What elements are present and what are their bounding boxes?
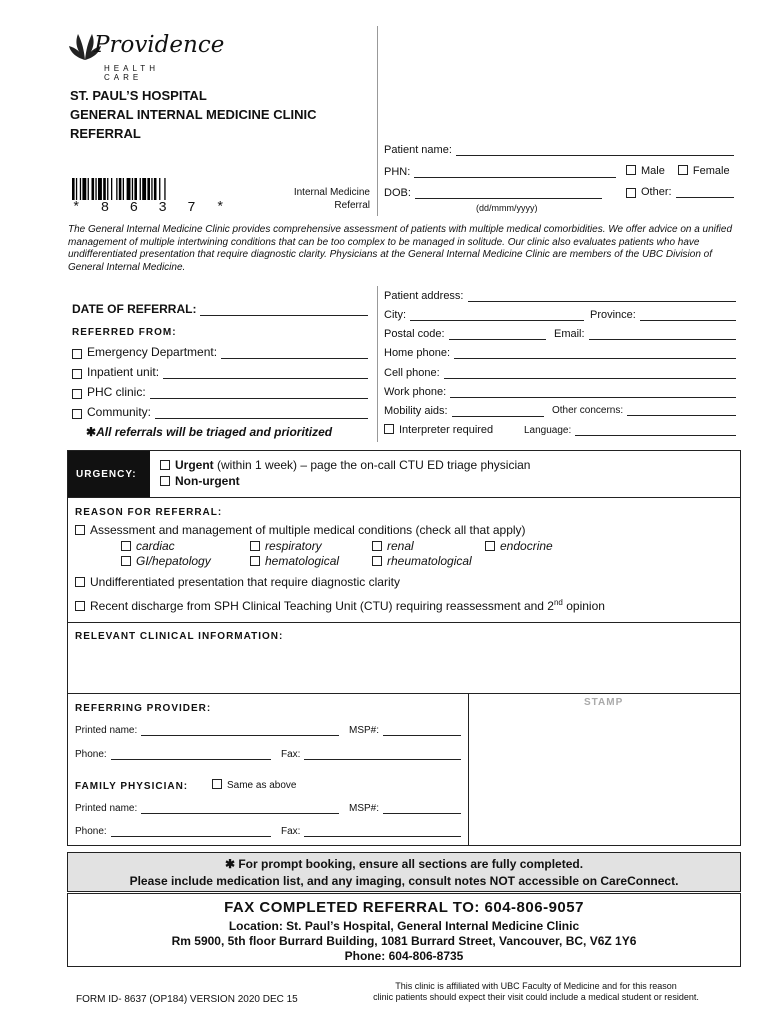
family-physician-heading: FAMILY PHYSICIAN: [75,781,189,792]
family-fax-field[interactable]: Fax: [281,826,461,837]
fax-location: Location: St. Paul’s Hospital, General Internal Medicine Clinic [228,919,580,933]
inpatient-field[interactable]: Inpatient unit: [72,365,368,379]
phc-field[interactable]: PHC clinic: [72,385,368,399]
barcode-bar [72,178,75,200]
barcode-bar [80,178,81,200]
barcode-bar [147,178,150,200]
provider-msp-field[interactable]: MSP#: [349,725,461,736]
logo-subtitle: HEALTH CARE [104,64,159,82]
barcode-bar [142,178,146,200]
barcode-bar [98,178,102,200]
fax-title: FAX COMPLETED REFERRAL TO: 604-806-9057 [224,899,584,916]
barcode-bar [123,178,124,200]
barcode-bar [76,178,77,200]
referring-provider-heading: REFERRING PROVIDER: [75,703,212,714]
email-field[interactable]: Email: [554,328,736,340]
barcode-bar [127,178,131,200]
stamp-label: STAMP [584,697,624,708]
form-id: FORM ID- 8637 (OP184) VERSION 2020 DEC 15 [76,994,298,1005]
multiple-conditions-checkbox[interactable]: Assessment and management of multiple medical conditions (check all that apply) [75,523,526,537]
patient-name-field[interactable]: Patient name: [384,144,734,156]
barcode-bar [116,178,117,200]
fax-phone: Phone: 604-806-8735 [344,949,464,963]
family-phone-field[interactable]: Phone: [75,826,271,837]
asterisk-icon: ✱ [86,425,97,439]
respiratory-checkbox[interactable]: respiratory [250,539,322,553]
barcode-bar [134,178,137,200]
urgent-checkbox[interactable]: Urgent (within 1 week) – page the on-call CTU ED triage physician [160,458,530,472]
barcode-bar [107,178,108,200]
providence-logo [68,28,225,82]
reason-heading: REASON FOR REFERRAL: [75,507,223,518]
title-clinic: GENERAL INTERNAL MEDICINE CLINIC [70,107,317,122]
barcode-bar [88,178,89,200]
barcode [72,178,198,200]
reason-divider [67,622,741,623]
form-type [250,186,370,212]
barcode-bar [164,178,165,200]
triage-note: ✱All referrals will be triaged and prioritized [86,425,333,439]
female-checkbox[interactable]: Female [678,165,730,177]
urgency-divider [67,497,741,498]
form-type-line2: Referral [334,200,370,211]
endocrine-checkbox[interactable]: endocrine [485,539,553,553]
cardiac-checkbox[interactable]: cardiac [121,539,175,553]
phn-field[interactable]: PHN: [384,166,616,178]
home-phone-field[interactable]: Home phone: [384,347,736,359]
provider-phone-field[interactable]: Phone: [75,749,271,760]
middle-divider [377,286,378,442]
barcode-bar [119,178,122,200]
barcode-bars [72,178,198,200]
title-hospital: ST. PAUL’S HOSPITAL [70,88,207,103]
referred-from-heading: REFERRED FROM: [72,327,177,338]
clinical-info-area[interactable] [70,646,738,692]
stamp-area [469,694,740,844]
barcode-bar [95,178,96,200]
barcode-bar [103,178,106,200]
logo-wordmark: Providence [94,32,225,58]
asterisk-icon: ✱ [224,857,239,871]
provider-fax-field[interactable]: Fax: [281,749,461,760]
family-printed-name-field[interactable]: Printed name: [75,803,339,814]
barcode-bar [154,178,157,200]
barcode-bar [159,178,160,200]
other-gender-field[interactable]: Other: [626,186,734,198]
barcode-bar [82,178,86,200]
work-phone-field[interactable]: Work phone: [384,386,736,398]
barcode-bar [132,178,133,200]
dob-field[interactable]: DOB: [384,187,602,199]
cell-phone-field[interactable]: Cell phone: [384,367,736,379]
form-type-line1: Internal Medicine [293,187,370,198]
province-field[interactable]: Province: [590,309,736,321]
community-field[interactable]: Community: [72,405,368,419]
dob-hint: (dd/mmm/yyyy) [476,203,538,213]
form-title [70,86,317,143]
gi-hepatology-checkbox[interactable]: GI/hepatology [121,554,211,568]
patient-address-field[interactable]: Patient address: [384,290,736,302]
other-concerns-field[interactable]: Other concerns: [552,405,736,416]
recent-discharge-checkbox[interactable]: Recent discharge from SPH Clinical Teaching Unit (CTU) requiring reassessment and 2nd opinion [75,598,605,613]
barcode-bar [140,178,141,200]
undifferentiated-checkbox[interactable]: Undifferentiated presentation that require diagnostic clarity [75,575,400,589]
city-field[interactable]: City: [384,309,584,321]
barcode-bar [92,178,95,200]
rheumatological-checkbox[interactable]: rheumatological [372,554,472,568]
emergency-field[interactable]: Emergency Department: [72,345,368,359]
postal-code-field[interactable]: Postal code: [384,328,546,340]
urgency-label: URGENCY: [68,451,150,497]
interpreter-checkbox[interactable]: Interpreter required [384,424,493,436]
barcode-text: * 8 6 3 7 * [72,200,231,216]
family-msp-field[interactable]: MSP#: [349,803,461,814]
title-referral: REFERRAL [70,126,141,141]
male-checkbox[interactable]: Male [626,165,665,177]
intro-text: The General Internal Medicine Clinic provides comprehensive assessment of patients with multiple medical comorbidities. We offer advice on a unified management of multiple intertwining conditions that can be too complex to be managed in solitude. Our clinic also evaluates patients who have undifferentiated presentation that require diagnostic clarity. Physicians at the General Internal Medicine Clinic are members of the UBC Division of General Internal Medicine. [68,224,733,273]
hematological-checkbox[interactable]: hematological [250,554,339,568]
affiliation-note: This clinic is affiliated with UBC Faculty of Medicine and for this reason clinic patients should expect their visit could include a medical student or resident. [373,981,699,1002]
barcode-bar [151,178,152,200]
barcode-bar [111,178,112,200]
fax-box [67,893,741,967]
nonurgent-checkbox[interactable]: Non-urgent [160,474,240,488]
date-of-referral-field[interactable]: DATE OF REFERRAL: [72,302,368,316]
completion-notice: ✱ For prompt booking, ensure all sections are fully completed. Please include medication list, and any imaging, consult notes NOT accessible on CareConnect. [67,852,741,892]
fax-address: Rm 5900, 5th floor Burrard Building, 1081 Burrard Street, Vancouver, BC, V6Z 1Y6 [171,934,637,948]
mobility-aids-field[interactable]: Mobility aids: [384,405,544,417]
provider-printed-name-field[interactable]: Printed name: [75,725,339,736]
clinical-info-heading: RELEVANT CLINICAL INFORMATION: [75,631,284,642]
language-field[interactable]: Language: [524,425,736,436]
same-as-above-checkbox[interactable]: Same as above [212,779,297,791]
renal-checkbox[interactable]: renal [372,539,414,553]
header-divider [377,26,378,216]
